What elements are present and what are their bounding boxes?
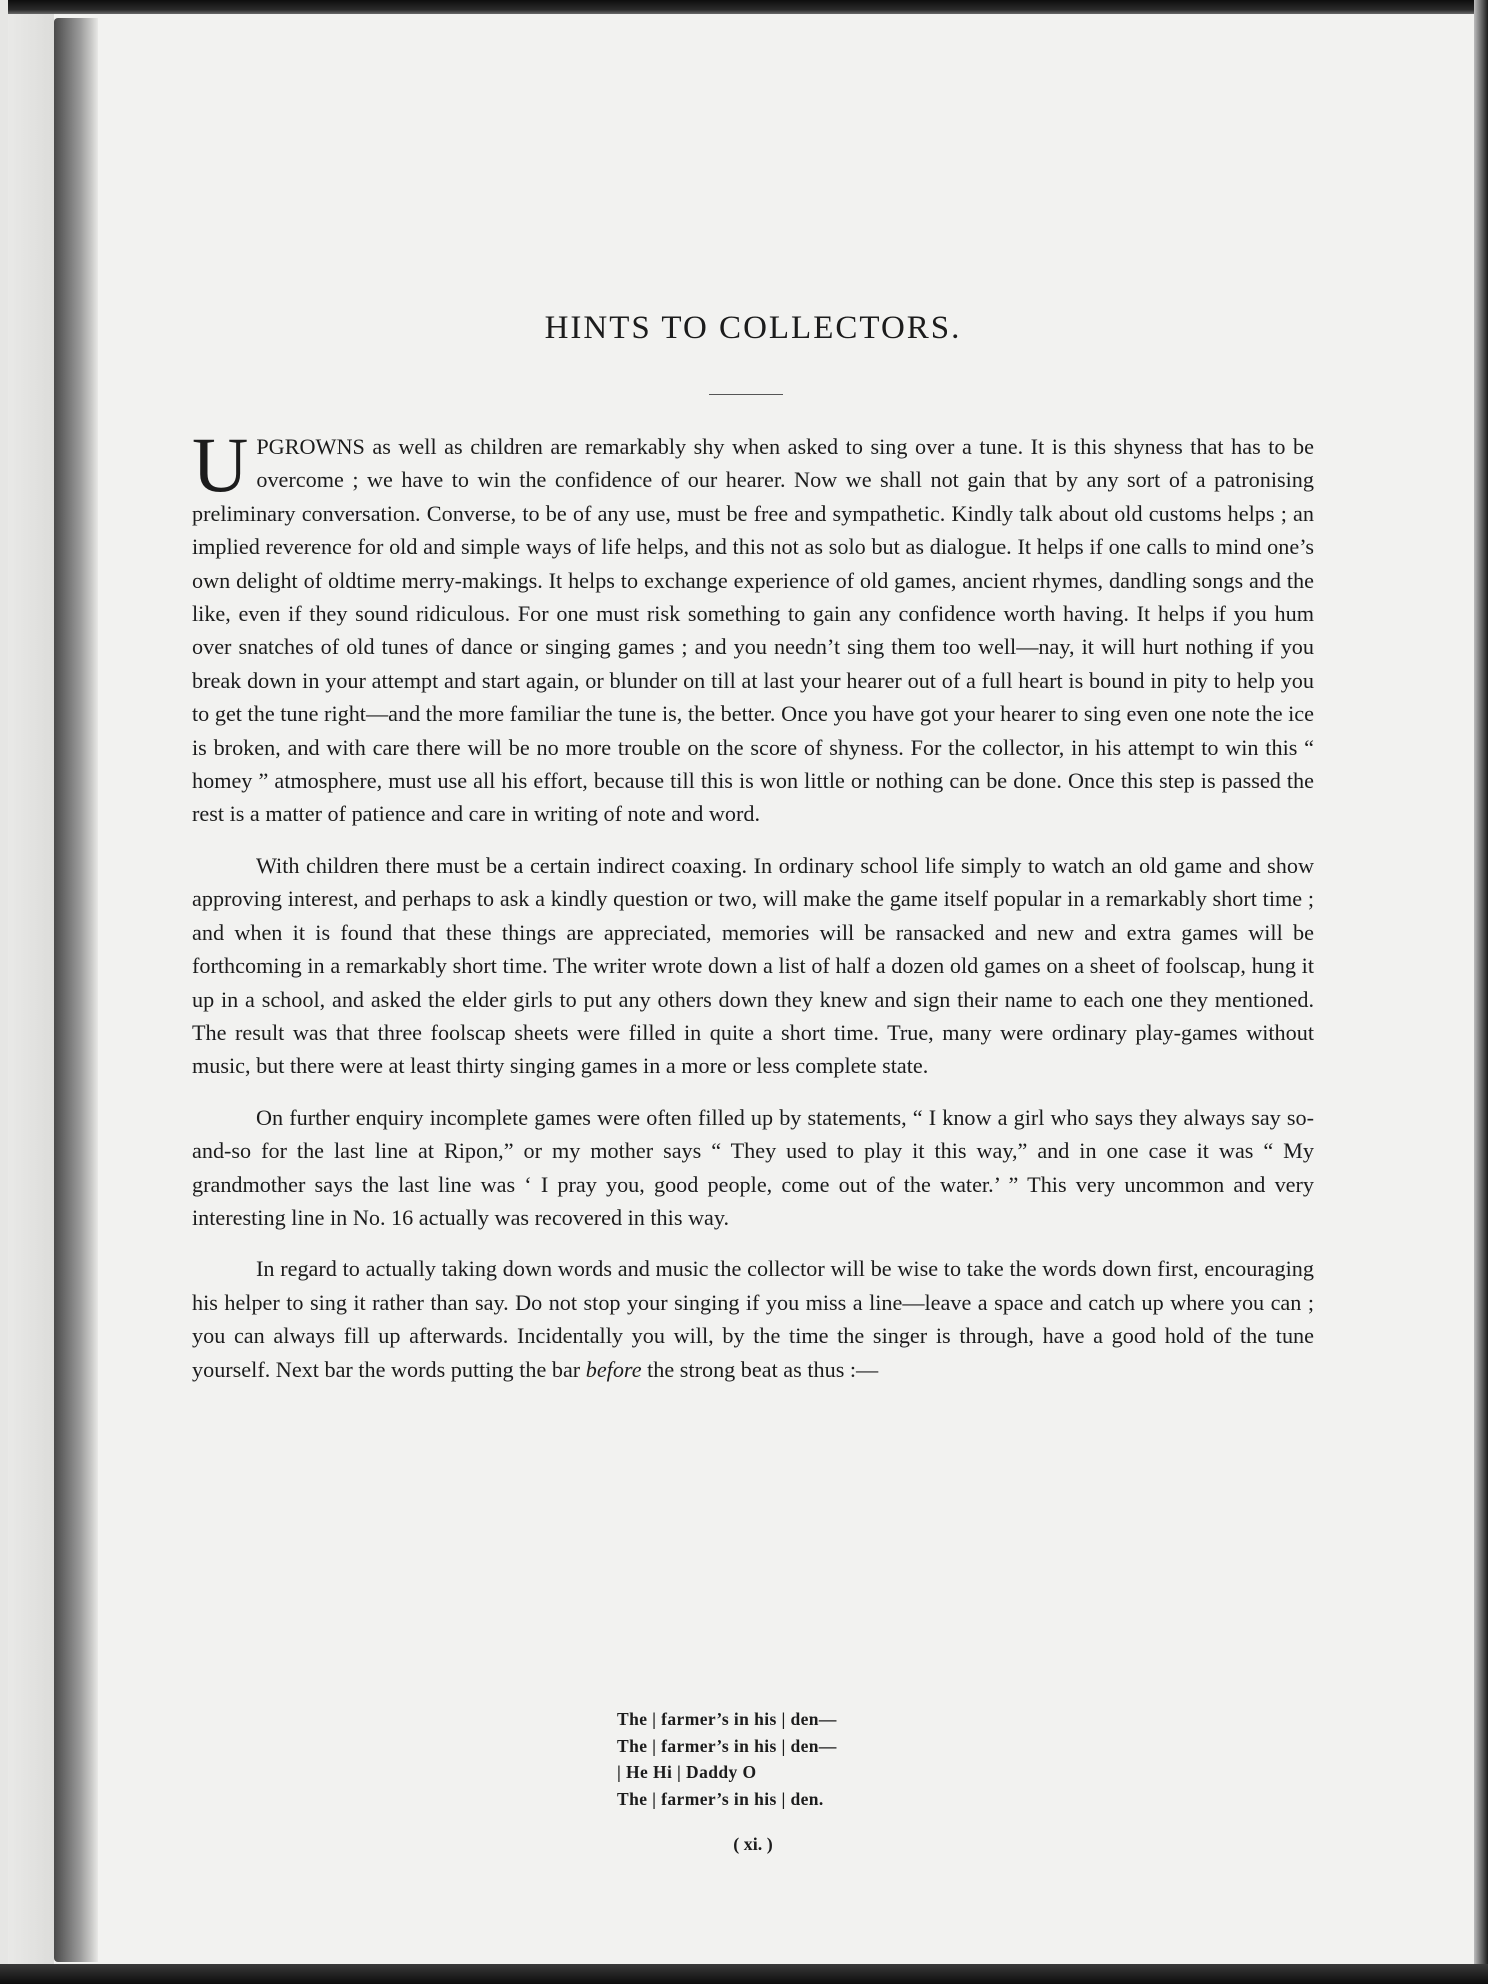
scan-edge-right	[1474, 0, 1488, 1984]
verse-line: The | farmer’s in his | den—	[617, 1735, 837, 1756]
verse-example	[617, 1706, 837, 1812]
page-title: HINTS TO COLLECTORS.	[544, 310, 962, 346]
scan-edge-top	[0, 0, 1488, 14]
paragraph-4-emphasis: before	[585, 1356, 642, 1382]
paragraph-4	[192, 1252, 1314, 1386]
paragraph-3: On further enquiry incomplete games were often filled up by statements, “ I know a girl who says they always say so-and-so for the last line at Ripon,” or my mother says “ They used to play it this way,” and in one case it was “ My grandmother says the last line was ‘ I pray you, good people, come out of the water.’ ” This very uncommon and very interesting line in No. 16 actually was recovered in this way.	[192, 1104, 1314, 1230]
paragraph-4-text-before: In regard to actually taking down words and music the collector will be wise to take the words down first, encouraging his helper to sing it rather than say. Do not stop your singing if you miss a line—leave a space and catch up where you can ; you can always fill up afterwards. Incidentally you will, by the time the singer is through, have a good hold of the tune yourself. Next bar the words putting the bar	[192, 1256, 1314, 1382]
verse-line: | He Hi | Daddy O	[617, 1762, 757, 1782]
scan-edge-left	[0, 0, 8, 1984]
drop-cap: U	[192, 421, 249, 508]
verse-line: The | farmer’s in his | den.	[617, 1788, 824, 1809]
page-number: ( xi. )	[733, 1834, 773, 1854]
verse-line: The | farmer’s in his | den—	[617, 1709, 837, 1729]
title-rule	[709, 394, 783, 395]
paragraph-1-text: PGROWNS as well as children are remarkably shy when asked to sing over a tune. It is this shyness that has to be overcome ; we have to win the confidence of our hearer. Now we shall not gain that by any sort of a patronising preliminary conversation. Converse, to be of any use, must be free and sympathetic. Kindly talk about old customs helps ; an implied reverence for old and simple ways of life helps, and this not as solo but as dialogue. It helps if one calls to mind one’s own delight of oldtime merry-makings. It helps to exchange experience of old games, ancient rhymes, dandling songs and the like, even if they sound ridiculous. For one must risk something to gain any confidence worth having. It helps if you hum over snatches of old tunes of dance or singing games ; and you needn’t sing them too well—nay, it will hurt nothing if you break down in your attempt and start again, or blunder on till at last your hearer out of a full heart is bound in pity to help you to get the tune right—and the more familiar the tune is, the better. Once you have got your hearer to sing even one note the ice is broken, and with care there will be no more trouble on the score of shyness. For the collector, in his attempt to win this “ homey ” atmosphere, must use all his effort, because till this is won little or nothing can be done. Once this step is passed the rest is a matter of patience and care in writing of note and word.	[192, 434, 1314, 827]
facing-page-sliver	[8, 14, 54, 1964]
paragraph-1	[192, 421, 1314, 831]
paragraph-2: With children there must be a certain indirect coaxing. In ordinary school life simply to watch an old game and show approving interest, and perhaps to ask a kindly question or two, will make the game itself popular in a remarkably short time ; and when it is found that these things are appreciated, memories will be ransacked and new and extra games will be forthcoming in a remarkably short time. The writer wrote down a list of half a dozen old games on a sheet of foolscap, hung it up in a school, and asked the elder girls to put any others down they knew and sign their name to each one they mentioned. The result was that three foolscap sheets were filled in quite a short time. True, many were ordinary play-games without music, but there were at least thirty singing games in a more or less complete state.	[192, 852, 1314, 1079]
binding-shadow	[54, 18, 98, 1962]
paragraph-4-text-after: the strong beat as thus :—	[641, 1356, 879, 1382]
scan-edge-bottom	[0, 1964, 1488, 1984]
body-text	[192, 421, 1314, 1404]
